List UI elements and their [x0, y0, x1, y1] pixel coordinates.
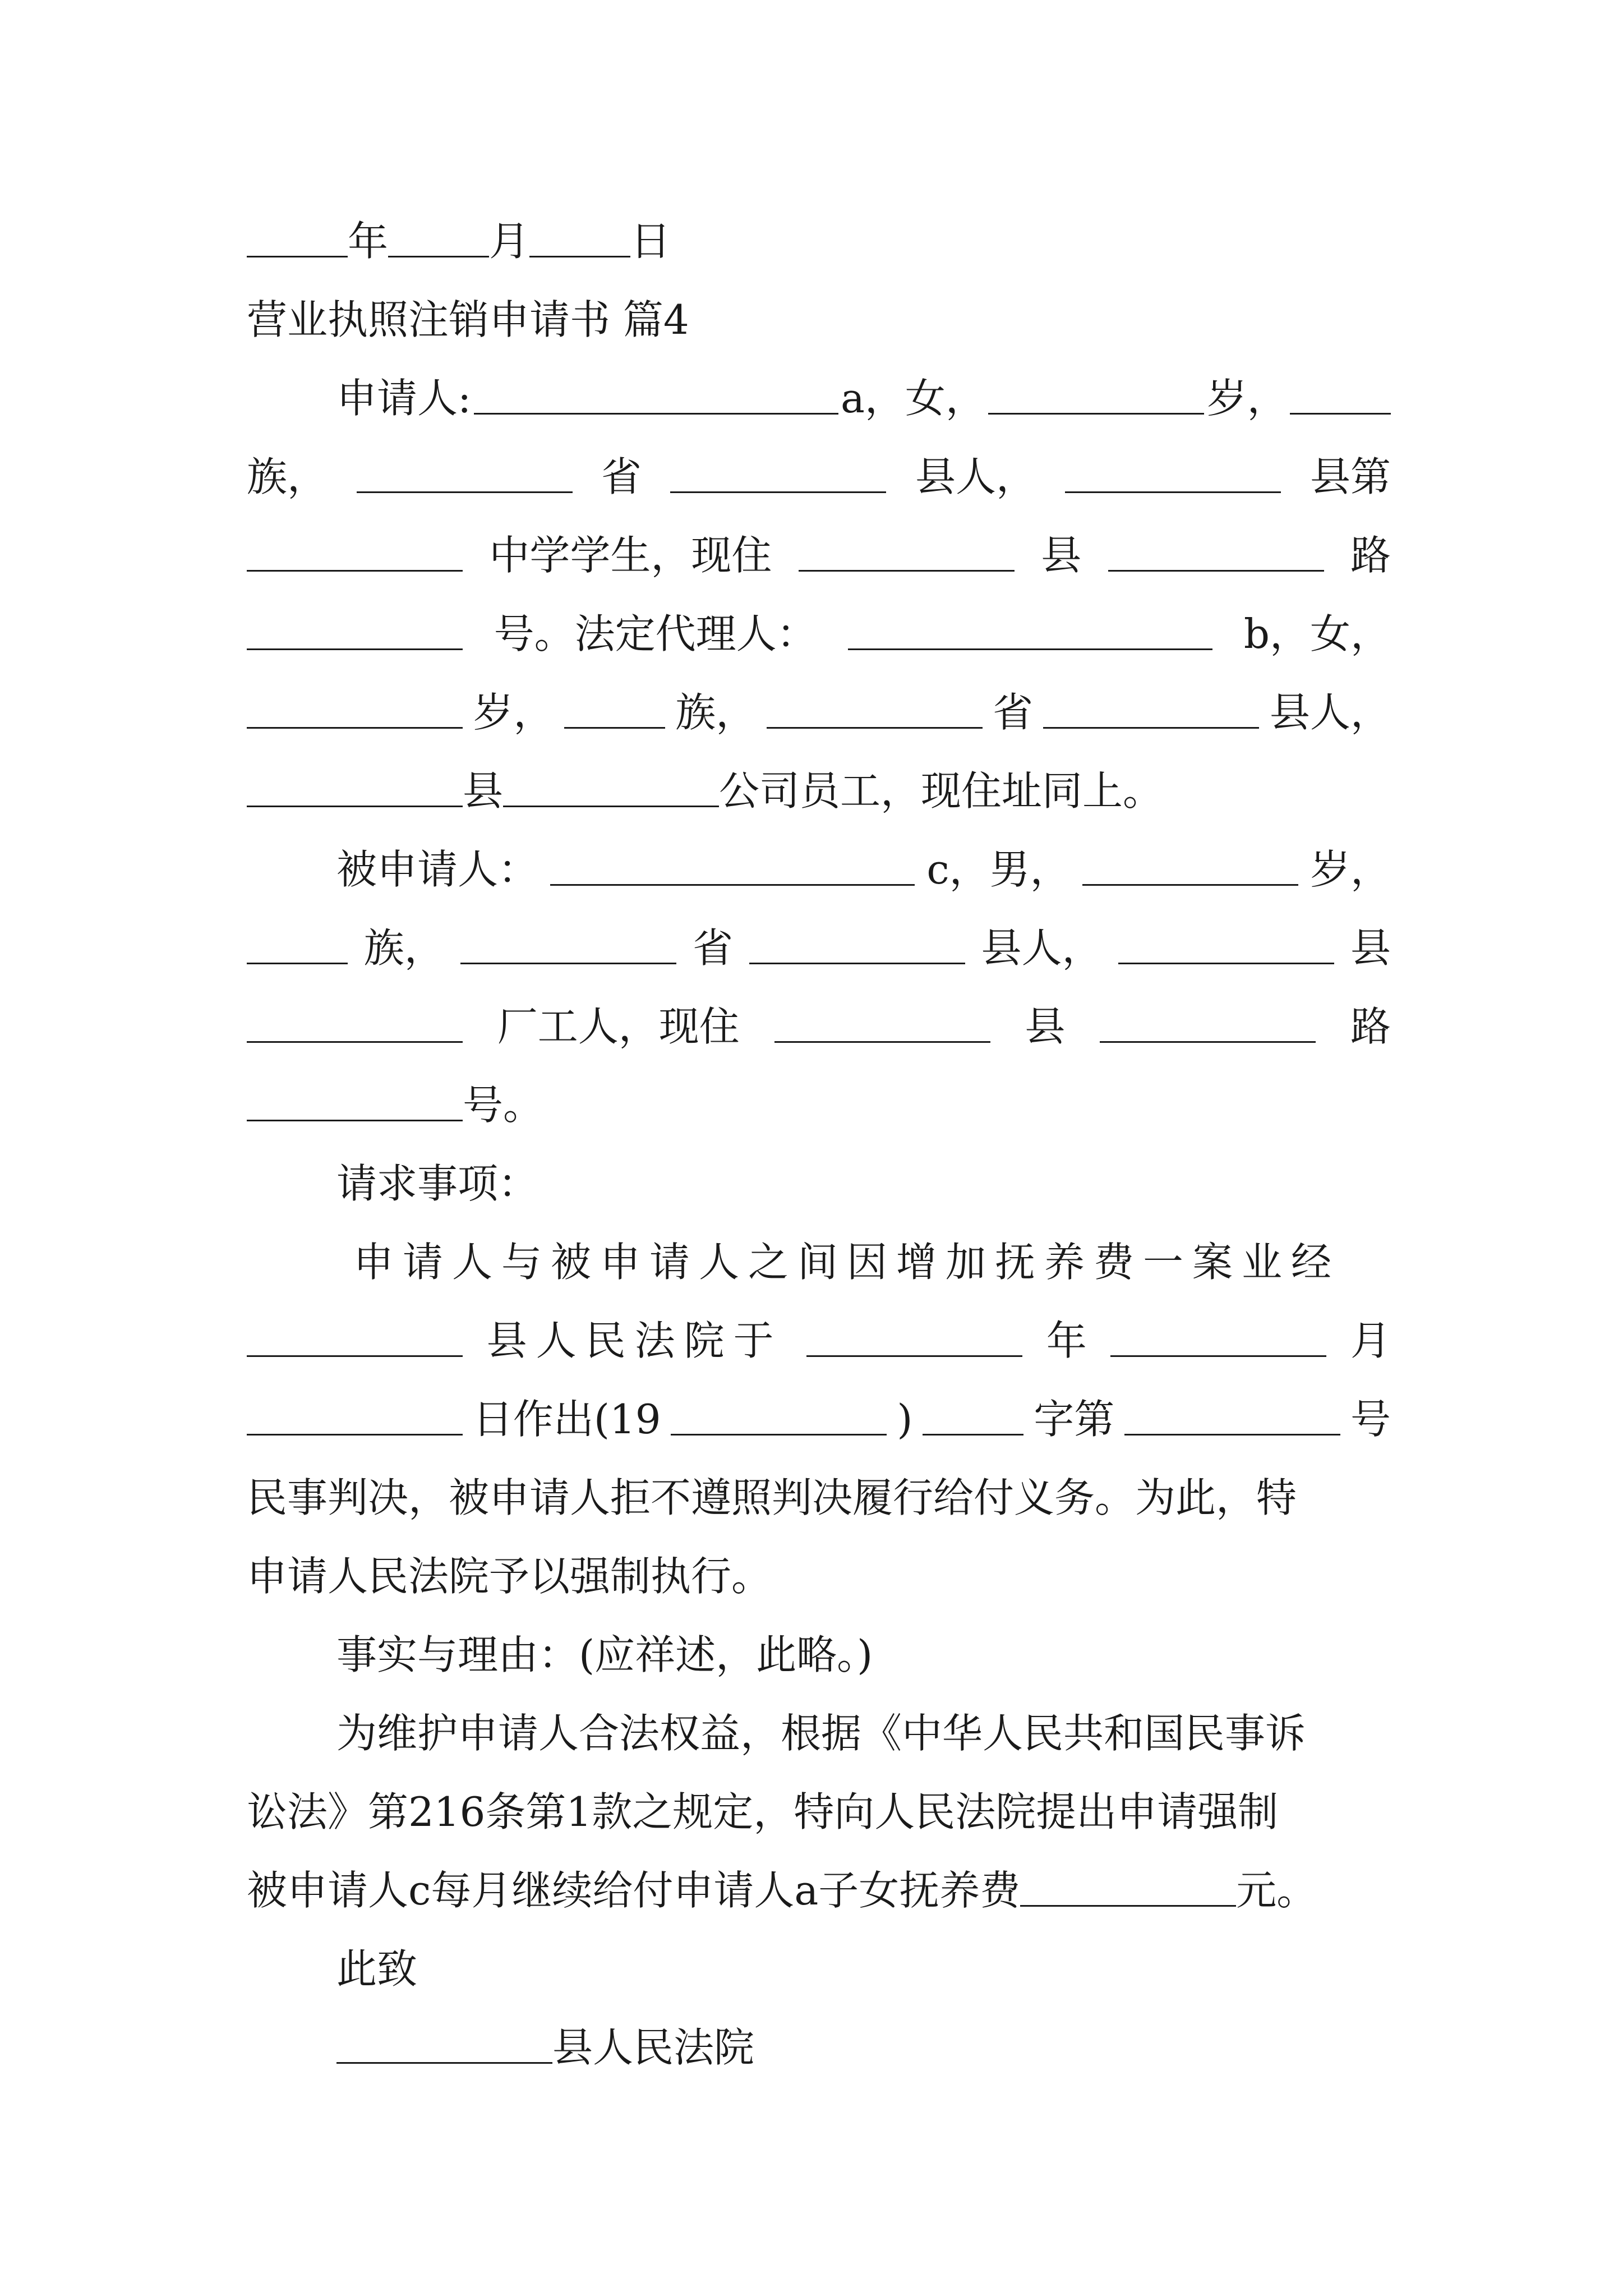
law-line-1	[336, 1694, 1391, 1773]
applicant-school: 中学学生，现住	[489, 532, 772, 579]
claims-text-4: 民事判决，被申请人拒不遵照判决履行给付义务。为此，特	[247, 1474, 1297, 1521]
applicant-label: 申请人:	[336, 375, 472, 422]
applicant-county: 县	[1041, 532, 1082, 579]
blank	[749, 963, 965, 964]
respondent-ethnic: 族，	[363, 924, 445, 972]
closing-text: 此致	[336, 1945, 418, 1993]
claims-line-5	[247, 1537, 1391, 1616]
respondent-age: 岁，	[1310, 846, 1391, 893]
day-label: 日	[630, 218, 671, 265]
court-text: 县人民法院	[552, 2024, 755, 2071]
blank	[460, 963, 676, 964]
blank	[247, 648, 463, 650]
law-text-3-end: 元。	[1236, 1867, 1317, 1914]
blank	[1290, 413, 1391, 415]
blank	[774, 1041, 990, 1043]
claims-line-1	[353, 1223, 1391, 1301]
representative-company: 公司员工，现住址同上。	[719, 767, 1164, 815]
blank	[247, 963, 348, 964]
month-label: 月	[489, 218, 530, 265]
claims-day: 日作出(19	[472, 1396, 661, 1443]
representative-county: 县	[463, 767, 504, 815]
representative-ethnic: 族，	[675, 689, 757, 736]
claims-text-1: 申请人与被申请人之间因增加抚养费一案业经	[353, 1239, 1341, 1286]
respondent-number: 号。	[463, 1082, 544, 1129]
claims-zi: 字第	[1034, 1396, 1115, 1443]
respondent-line-2	[247, 909, 1391, 987]
respondent-road: 路	[1350, 1003, 1391, 1050]
blank	[529, 256, 630, 257]
claims-court: 县人民法院于	[486, 1317, 783, 1364]
date-line	[247, 202, 1391, 280]
blank	[1124, 1434, 1340, 1435]
claims-line-4	[247, 1458, 1391, 1537]
blank	[564, 727, 665, 729]
law-line-3	[247, 1851, 1391, 1930]
respondent-county-person: 县人，	[981, 924, 1103, 972]
representative-age: 岁，	[473, 689, 554, 736]
blank	[247, 1041, 463, 1043]
claims-month: 月	[1350, 1317, 1391, 1364]
applicant-number: 号。法定代理人：	[494, 610, 817, 657]
blank	[247, 1120, 463, 1121]
applicant-county-no: 县第	[1310, 453, 1391, 500]
applicant-road: 路	[1350, 532, 1391, 579]
applicant-province: 省	[601, 453, 642, 500]
law-text-1: 为维护申请人合法权益，根据《中华人民共和国民事诉	[336, 1710, 1306, 1757]
respondent-line-4	[247, 1066, 1391, 1144]
applicant-line-5	[247, 673, 1391, 752]
blank	[1118, 963, 1334, 964]
applicant-line-2	[247, 438, 1391, 516]
claims-line-2	[247, 1301, 1391, 1380]
closing-line	[336, 1930, 1391, 2008]
respondent-province: 省	[693, 924, 734, 972]
blank	[671, 1434, 887, 1435]
applicant-county-person: 县人，	[915, 453, 1036, 500]
blank	[1100, 1041, 1316, 1043]
blank	[848, 648, 1212, 650]
blank	[336, 2062, 552, 2064]
applicant-line-4	[247, 595, 1391, 673]
blank	[550, 884, 915, 886]
claims-heading	[336, 1144, 1391, 1223]
blank	[388, 256, 489, 257]
blank	[1108, 570, 1324, 572]
blank	[474, 413, 838, 415]
applicant-name-tail: a，女，	[840, 375, 986, 422]
applicant-line-6	[247, 752, 1391, 830]
claims-hao: 号	[1350, 1396, 1391, 1443]
blank	[247, 1355, 463, 1357]
respondent-line-3	[247, 987, 1391, 1066]
section-title-text: 营业执照注销申请书 篇4	[247, 296, 689, 343]
respondent-name-tail: c，男，	[926, 846, 1071, 893]
respondent-label: 被申请人：	[336, 846, 539, 893]
claims-paren: )	[897, 1396, 913, 1443]
representative-county-person: 县人，	[1269, 689, 1391, 736]
blank	[247, 570, 463, 572]
blank	[247, 1434, 463, 1435]
law-line-2	[247, 1773, 1391, 1851]
claims-line-3	[247, 1380, 1391, 1458]
representative-province: 省	[993, 689, 1034, 736]
year-label: 年	[348, 218, 389, 265]
claims-year: 年	[1046, 1317, 1087, 1364]
blank	[1065, 491, 1281, 493]
facts-text: 事实与理由：(应祥述，此略。)	[336, 1631, 873, 1678]
applicant-line-3	[247, 516, 1391, 595]
blank	[503, 806, 719, 807]
section-title	[247, 280, 1391, 359]
blank	[767, 727, 983, 729]
respondent-county: 县	[1350, 924, 1391, 972]
representative-name-tail: b，女，	[1243, 610, 1391, 657]
respondent-line-1	[336, 830, 1391, 909]
law-text-2: 讼法》第216条第1款之规定，特向人民法院提出申请强制	[247, 1788, 1279, 1835]
blank	[1043, 727, 1259, 729]
blank	[1110, 1355, 1326, 1357]
facts-line	[336, 1616, 1391, 1694]
blank	[1020, 1905, 1236, 1907]
respondent-county-2: 县	[1025, 1003, 1066, 1050]
claims-label: 请求事项：	[336, 1160, 539, 1207]
blank	[806, 1355, 1022, 1357]
blank	[357, 491, 573, 493]
court-line	[336, 2008, 1391, 2087]
blank	[247, 727, 463, 729]
applicant-line-1	[336, 359, 1391, 438]
respondent-factory: 厂工人，现住	[497, 1003, 740, 1050]
blank	[1082, 884, 1298, 886]
blank	[799, 570, 1015, 572]
applicant-ethnic: 族，	[247, 453, 328, 500]
blank	[247, 806, 463, 807]
claims-text-5: 申请人民法院予以强制执行。	[247, 1553, 772, 1600]
applicant-age: 岁，	[1206, 375, 1288, 422]
blank	[247, 256, 348, 257]
blank	[988, 413, 1204, 415]
blank	[670, 491, 886, 493]
law-text-3: 被申请人c每月继续给付申请人a子女抚养费	[247, 1867, 1021, 1914]
blank	[923, 1434, 1023, 1435]
